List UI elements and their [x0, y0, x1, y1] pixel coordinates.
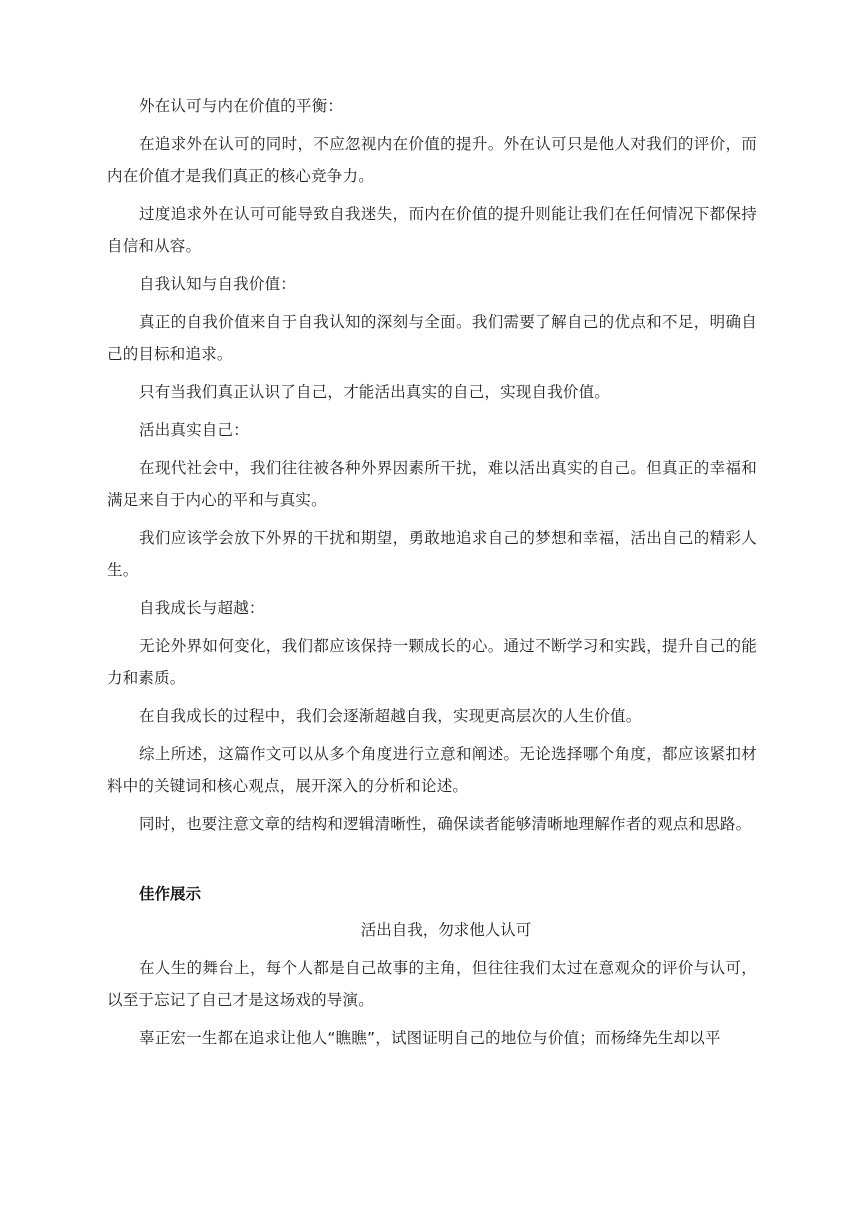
essay-title: 活出自我，勿求他人认可	[360, 921, 532, 939]
paragraph: 只有当我们真正认识了自己，才能活出真实的自己，实现自我价值。	[139, 383, 611, 401]
paragraph: 自我成长与超越：	[139, 599, 265, 617]
paragraph: 我们应该学会放下外界的干扰和期望，勇敢地追求自己的梦想和幸福，活出自己的精彩人生。	[107, 529, 757, 579]
document-page	[107, 90, 757, 1054]
paragraph: 在现代社会中，我们往往被各种外界因素所干扰，难以活出真实的自己。但真正的幸福和满足来自于内心的平和与真实。	[107, 459, 757, 509]
paragraph: 同时，也要注意文章的结构和逻辑清晰性，确保读者能够清晰地理解作者的观点和思路。	[139, 815, 752, 833]
paragraph: 综上所述，这篇作文可以从多个角度进行立意和阐述。无论选择哪个角度，都应该紧扣材料中的关键词和核心观点，展开深入的分析和论述。	[107, 745, 757, 795]
paragraph: 无论外界如何变化，我们都应该保持一颗成长的心。通过不断学习和实践，提升自己的能力和素质。	[107, 637, 757, 687]
essay-paragraph: 在人生的舞台上，每个人都是自己故事的主角，但往往我们太过在意观众的评价与认可，以至于忘记了自己才是这场戏的导演。	[107, 959, 757, 1009]
section-spacer	[107, 840, 757, 878]
paragraph: 真正的自我价值来自于自我认知的深刻与全面。我们需要了解自己的优点和不足，明确自己的目标和追求。	[107, 313, 757, 363]
paragraph: 在自我成长的过程中，我们会逐渐超越自我，实现更高层次的人生价值。	[139, 707, 642, 725]
essay-paragraph: 辜正宏一生都在追求让他人“瞧瞧”，试图证明自己的地位与价值；而杨绛先生却以平	[139, 1029, 721, 1047]
section-title: 佳作展示	[139, 885, 202, 903]
paragraph: 自我认知与自我价值：	[139, 275, 297, 293]
paragraph: 在追求外在认可的同时，不应忽视内在价值的提升。外在认可只是他人对我们的评价，而内在价值才是我们真正的核心竞争力。	[107, 135, 757, 185]
paragraph: 外在认可与内在价值的平衡：	[139, 97, 344, 115]
paragraph: 过度追求外在认可可能导致自我迷失，而内在价值的提升则能让我们在任何情况下都保持自信和从容。	[107, 205, 757, 255]
paragraph: 活出真实自己：	[139, 421, 249, 439]
